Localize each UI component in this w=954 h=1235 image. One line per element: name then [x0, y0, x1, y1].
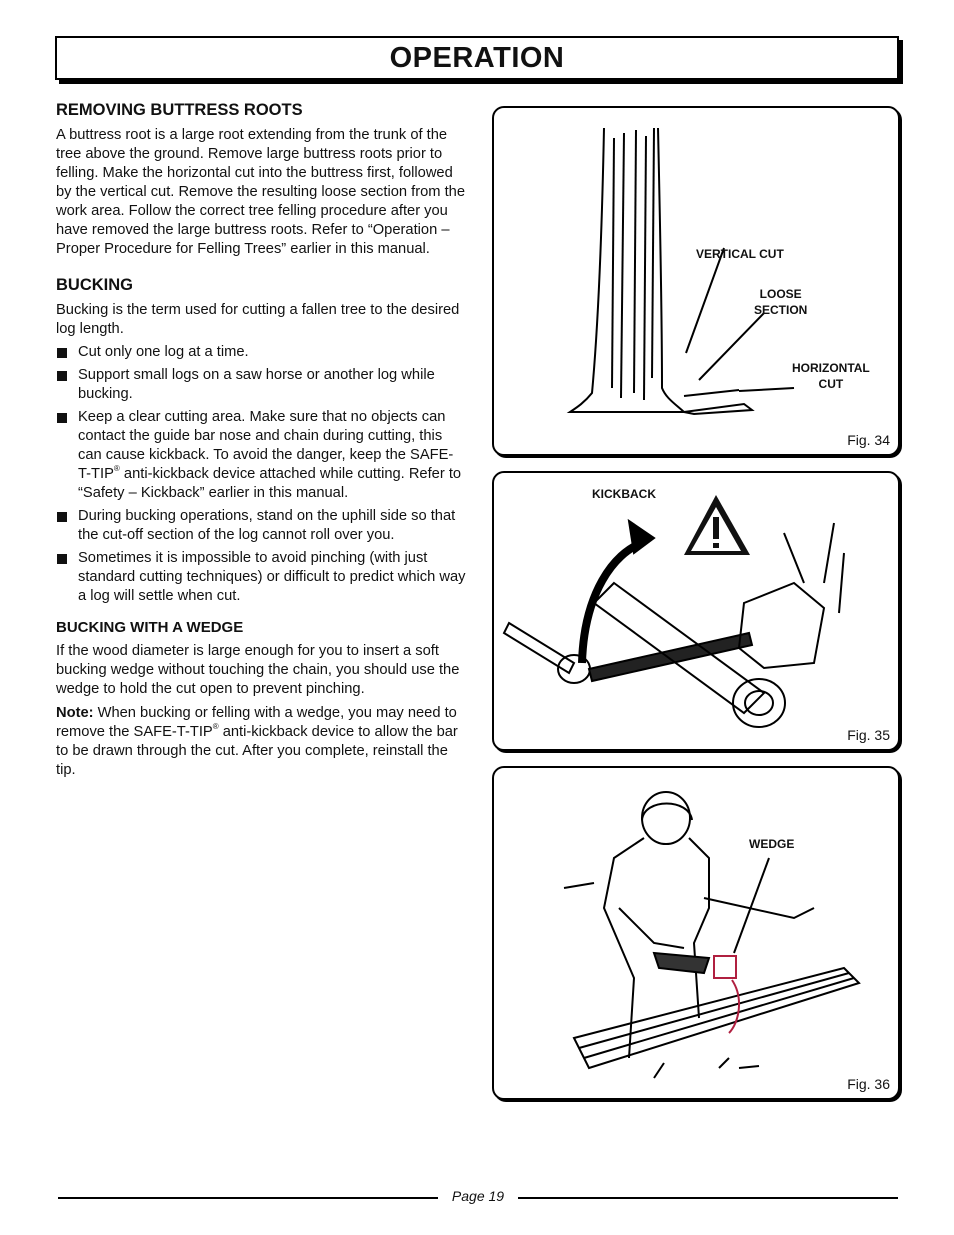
section-heading-bucking: BUCKING	[56, 276, 133, 294]
page-footer	[58, 1188, 898, 1208]
label-horizontal-cut: HORIZONTAL CUT	[792, 361, 870, 391]
figure-34	[492, 106, 900, 456]
page-title: OPERATION	[389, 41, 565, 74]
registered-mark: ®	[113, 464, 120, 473]
registered-mark: ®	[212, 722, 219, 731]
section-heading-removing: REMOVING BUTTRESS ROOTS	[56, 101, 303, 119]
bucking-intro: Bucking is the term used for cutting a fallen tree to the desired log length.	[56, 302, 460, 337]
bucking-with-wedge-illustration	[494, 768, 898, 1098]
figure-caption: Fig. 36	[847, 1076, 890, 1092]
wedge-body: If the wood diameter is large enough for you to insert a soft bucking wedge without touching the chain, you should use the wedge to hold the cut open to prevent pinching.	[56, 643, 460, 697]
chainsaw-kickback-warning-illustration	[494, 473, 898, 749]
page-number: Page 19	[451, 1188, 505, 1204]
label-loose-section: LOOSE SECTION	[754, 287, 808, 317]
list-item: Support small logs on a saw horse or another log while bucking.	[56, 366, 466, 404]
bucking-list	[56, 343, 466, 606]
figure-caption: Fig. 35	[847, 727, 890, 743]
note-label: Note:	[56, 705, 94, 721]
figure-caption: Fig. 34	[847, 432, 890, 448]
label-kickback: KICKBACK	[592, 487, 656, 501]
list-item: Cut only one log at a time.	[56, 343, 466, 362]
figure-35	[492, 471, 900, 751]
page-header	[55, 36, 899, 80]
label-wedge: WEDGE	[749, 837, 795, 851]
list-item: During bucking operations, stand on the uphill side so that the cut-off section of the log cannot roll over you.	[56, 507, 466, 545]
list-item: Sometimes it is impossible to avoid pinching (with just standard cutting techniques) or difficult to predict which way a log will settle when cut.	[56, 549, 466, 606]
list-item: Keep a clear cutting area. Make sure that no objects can contact the guide bar nose and chain during cutting, this can cause kickback. To avoid the danger, keep the SAFE-T-TIP® anti-kickback device attached while cutting. Refer to “Safety – Kickback” earlier in this manual.	[56, 408, 466, 503]
removing-body: A buttress root is a large root extending from the trunk of the tree above the ground. Remove large buttress roots prior to felling. Make the horizontal cut into the buttress first, followed by the vertical cut. Remove the resulting loose section from the work area. Follow the correct tree felling procedure after you have removed the large buttress roots. Refer to “Operation – Proper Procedure for Felling Trees” earlier in this manual.	[56, 127, 465, 257]
figure-36	[492, 766, 900, 1100]
section-heading-wedge: BUCKING WITH A WEDGE	[56, 619, 244, 636]
text-column	[56, 101, 466, 780]
tree-trunk-buttress-illustration	[494, 108, 898, 454]
wedge-note: Note: When bucking or felling with a wedge, you may need to remove the SAFE-T-TIP® anti-kickback device to allow the bar to be drawn through the cut. After you complete, reinstall the tip.	[56, 705, 458, 778]
label-vertical-cut: VERTICAL CUT	[696, 247, 784, 261]
